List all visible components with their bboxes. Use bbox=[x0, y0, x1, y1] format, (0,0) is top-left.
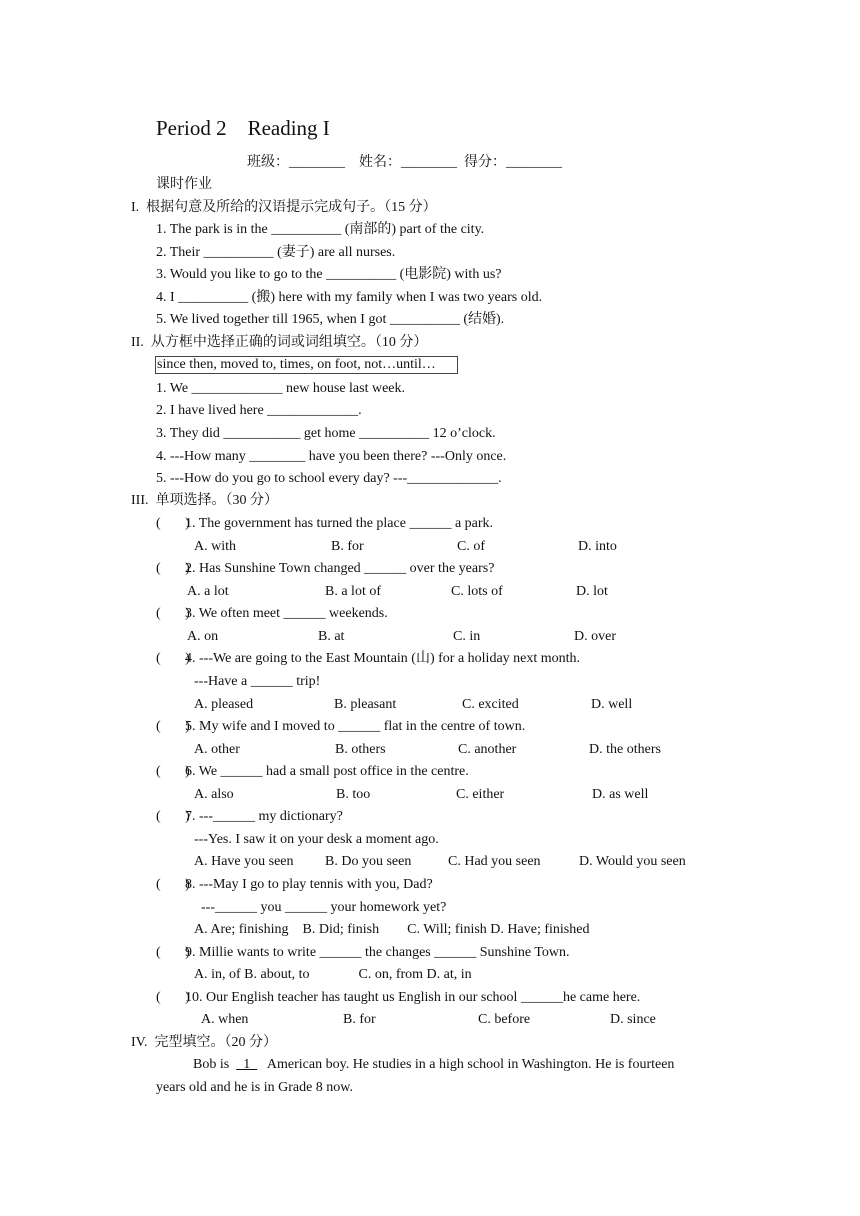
question-text: 7. ---______ my dictionary? bbox=[185, 809, 343, 824]
answer-paren: ( ) bbox=[156, 764, 190, 779]
cloze-blank-1: 1 bbox=[236, 1057, 258, 1072]
s1-item: 3. Would you like to go to the __________ (电影院) with us? bbox=[156, 267, 502, 282]
option: C. before bbox=[478, 1012, 531, 1027]
question-line-2: ---______ you ______ your homework yet? bbox=[201, 900, 447, 915]
option: C. lots of bbox=[451, 584, 503, 599]
option: C. either bbox=[456, 787, 505, 802]
option: D. well bbox=[591, 697, 633, 712]
option: B. a lot of bbox=[325, 584, 381, 599]
s2-item: 3. They did ___________ get home __________ 12 o’clock. bbox=[156, 426, 496, 441]
section-2-heading: II. 从方框中选择正确的词或词组填空。（10 分） bbox=[131, 335, 428, 350]
option: D. over bbox=[574, 629, 616, 644]
option: A. other bbox=[194, 742, 240, 757]
option: C. excited bbox=[462, 697, 519, 712]
word-box bbox=[155, 356, 458, 374]
option: A. on bbox=[187, 629, 219, 644]
option: D. into bbox=[578, 539, 617, 554]
option: B. for bbox=[331, 539, 364, 554]
question-text: 8. ---May I go to play tennis with you, Dad? bbox=[185, 877, 433, 892]
question-text: 3. We often meet ______ weekends. bbox=[185, 606, 388, 621]
option: B. pleasant bbox=[334, 697, 397, 712]
option: C. another bbox=[458, 742, 517, 757]
cloze-paragraph-line-1 bbox=[193, 1056, 674, 1074]
s1-item: 2. Their __________ (妻子) are all nurses. bbox=[156, 245, 396, 260]
answer-paren: ( ) bbox=[156, 990, 190, 1005]
option: A. also bbox=[194, 787, 234, 802]
option: D. as well bbox=[592, 787, 649, 802]
answer-paren: ( ) bbox=[156, 561, 190, 576]
question-text: 5. My wife and I moved to ______ flat in the centre of town. bbox=[185, 719, 526, 734]
answer-paren: ( ) bbox=[156, 606, 190, 621]
option: B. Do you seen bbox=[325, 854, 412, 869]
question-text: 4. ---We are going to the East Mountain (山) for a holiday next month. bbox=[185, 651, 581, 666]
answer-paren: ( ) bbox=[156, 877, 190, 892]
option: D. lot bbox=[576, 584, 608, 599]
answer-paren: ( ) bbox=[156, 651, 190, 666]
cloze-text: American boy. He studies in a high school in Washington. He is fourteen bbox=[257, 1057, 675, 1072]
page-title: Period 2 Reading I bbox=[156, 116, 330, 140]
s1-item: 4. I __________ (搬) here with my family when I was two years old. bbox=[156, 290, 543, 305]
question-text: 2. Has Sunshine Town changed ______ over the years? bbox=[185, 561, 495, 576]
option: A. Have you seen bbox=[194, 854, 294, 869]
question-line-2: ---Yes. I saw it on your desk a moment ago. bbox=[194, 832, 439, 847]
option: C. in bbox=[453, 629, 481, 644]
option: A. with bbox=[194, 539, 236, 554]
section-3-heading: III. 单项选择。（30 分） bbox=[131, 493, 278, 508]
homework-label: 课时作业 bbox=[156, 177, 212, 192]
option: B. others bbox=[335, 742, 386, 757]
option: D. the others bbox=[589, 742, 661, 757]
s2-item: 2. I have lived here _____________. bbox=[156, 403, 362, 418]
answer-paren: ( ) bbox=[156, 516, 190, 531]
answer-paren: ( ) bbox=[156, 809, 190, 824]
s2-item: 1. We _____________ new house last week. bbox=[156, 381, 406, 396]
option: D. Would you seen bbox=[579, 854, 686, 869]
options-line: A. Are; finishing B. Did; finish C. Will; finish D. Have; finished bbox=[194, 922, 590, 937]
options-line: A. in, of B. about, to C. on, from D. at, in bbox=[194, 967, 472, 982]
option: B. too bbox=[336, 787, 371, 802]
question-line-2: ---Have a ______ trip! bbox=[194, 674, 321, 689]
option: A. pleased bbox=[194, 697, 254, 712]
s1-item: 5. We lived together till 1965, when I got __________ (结婚). bbox=[156, 312, 505, 327]
question-text: 9. Millie wants to write ______ the changes ______ Sunshine Town. bbox=[185, 945, 570, 960]
question-text: 10. Our English teacher has taught us English in our school ______he came here. bbox=[185, 990, 641, 1005]
s2-item: 5. ---How do you go to school every day? ---_____________. bbox=[156, 471, 502, 486]
s2-item: 4. ---How many ________ have you been there? ---Only once. bbox=[156, 449, 507, 464]
section-1-heading: I. 根据句意及所给的汉语提示完成句子。（15 分） bbox=[131, 200, 437, 215]
option: A. a lot bbox=[187, 584, 229, 599]
cloze-text: Bob is bbox=[193, 1057, 237, 1072]
answer-paren: ( ) bbox=[156, 945, 190, 960]
answer-paren: ( ) bbox=[156, 719, 190, 734]
option: B. at bbox=[318, 629, 345, 644]
option: C. Had you seen bbox=[448, 854, 541, 869]
cloze-paragraph-line-2: years old and he is in Grade 8 now. bbox=[156, 1080, 353, 1095]
s1-item: 1. The park is in the __________ (南部的) part of the city. bbox=[156, 222, 485, 237]
option: A. when bbox=[201, 1012, 249, 1027]
section-4-heading: IV. 完型填空。（20 分） bbox=[131, 1035, 277, 1050]
student-info-line: 班级：________ 姓名：________ 得分：________ bbox=[247, 155, 562, 170]
option: D. since bbox=[610, 1012, 656, 1027]
question-text: 6. We ______ had a small post office in the centre. bbox=[185, 764, 469, 779]
option: B. for bbox=[343, 1012, 376, 1027]
word-box-text: since then, moved to, times, on foot, not…until… bbox=[157, 357, 436, 372]
option: C. of bbox=[457, 539, 485, 554]
question-text: 1. The government has turned the place ______ a park. bbox=[185, 516, 494, 531]
